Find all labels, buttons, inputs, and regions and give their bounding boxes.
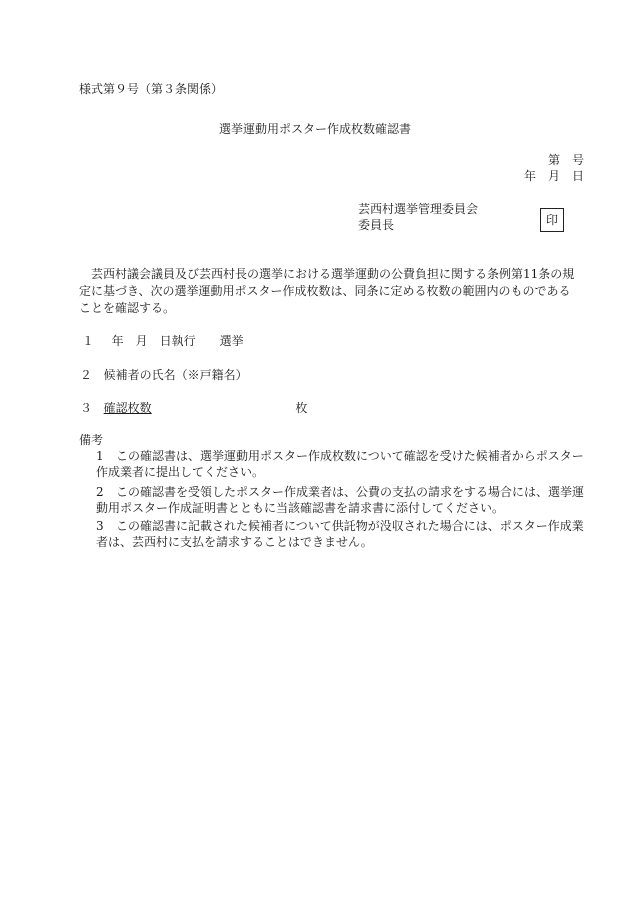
item-candidate-name bbox=[80, 367, 248, 383]
confirmed-count-field bbox=[104, 401, 276, 415]
issuer-organization: 芸西村選挙管理委員会 bbox=[358, 202, 479, 216]
note-text: この確認書は、選挙運動用ポスター作成枚数について確認を受けた候補者からポスター作成業者に提出してください。 bbox=[96, 449, 584, 479]
item-confirmed-count bbox=[80, 400, 307, 416]
item-text: 年 月 日執行 選挙 bbox=[111, 334, 244, 348]
remarks-heading: 備考 bbox=[79, 433, 104, 447]
item-label: 確認枚数 bbox=[103, 401, 152, 415]
note-number: 2 bbox=[96, 485, 104, 499]
note-number: 3 bbox=[96, 519, 104, 533]
item-text: 候補者の氏名（※戸籍名） bbox=[103, 368, 248, 382]
seal-box: 印 bbox=[540, 208, 564, 232]
item-number: １ bbox=[82, 334, 95, 348]
item-election-date bbox=[82, 333, 244, 349]
item-number: ３ bbox=[80, 401, 93, 415]
remark-note bbox=[96, 518, 584, 550]
note-text: この確認書に記載された候補者について供託物が没収された場合には、ポスター作成業者は、芸西村に支払を請求することはできません。 bbox=[96, 519, 584, 549]
note-number: 1 bbox=[96, 449, 104, 463]
remark-note bbox=[96, 448, 584, 480]
body-paragraph: 芸西村議会議員及び芸西村長の選挙における選挙運動の公費負担に関する条例第11条の規定に基づき、次の選挙運動用ポスター作成枚数は、同条に定める枚数の範囲内のものであることを確認する。 bbox=[79, 267, 575, 315]
document-title: 選挙運動用ポスター作成枚数確認書 bbox=[218, 122, 411, 136]
note-text: この確認書を受領したポスター作成業者は、公費の支払の請求をする場合には、選挙運動用ポスター作成証明書とともに当該確認書を請求書に添付してください。 bbox=[96, 485, 585, 515]
item-suffix: 枚 bbox=[295, 401, 308, 415]
issuer-role: 委員長 bbox=[358, 218, 395, 232]
remark-note bbox=[96, 484, 584, 516]
form-number: 様式第９号（第３条関係） bbox=[79, 82, 224, 96]
item-number: ２ bbox=[80, 368, 93, 382]
document-number-line: 第 号 bbox=[547, 153, 584, 167]
date-line: 年 月 日 bbox=[523, 169, 584, 183]
